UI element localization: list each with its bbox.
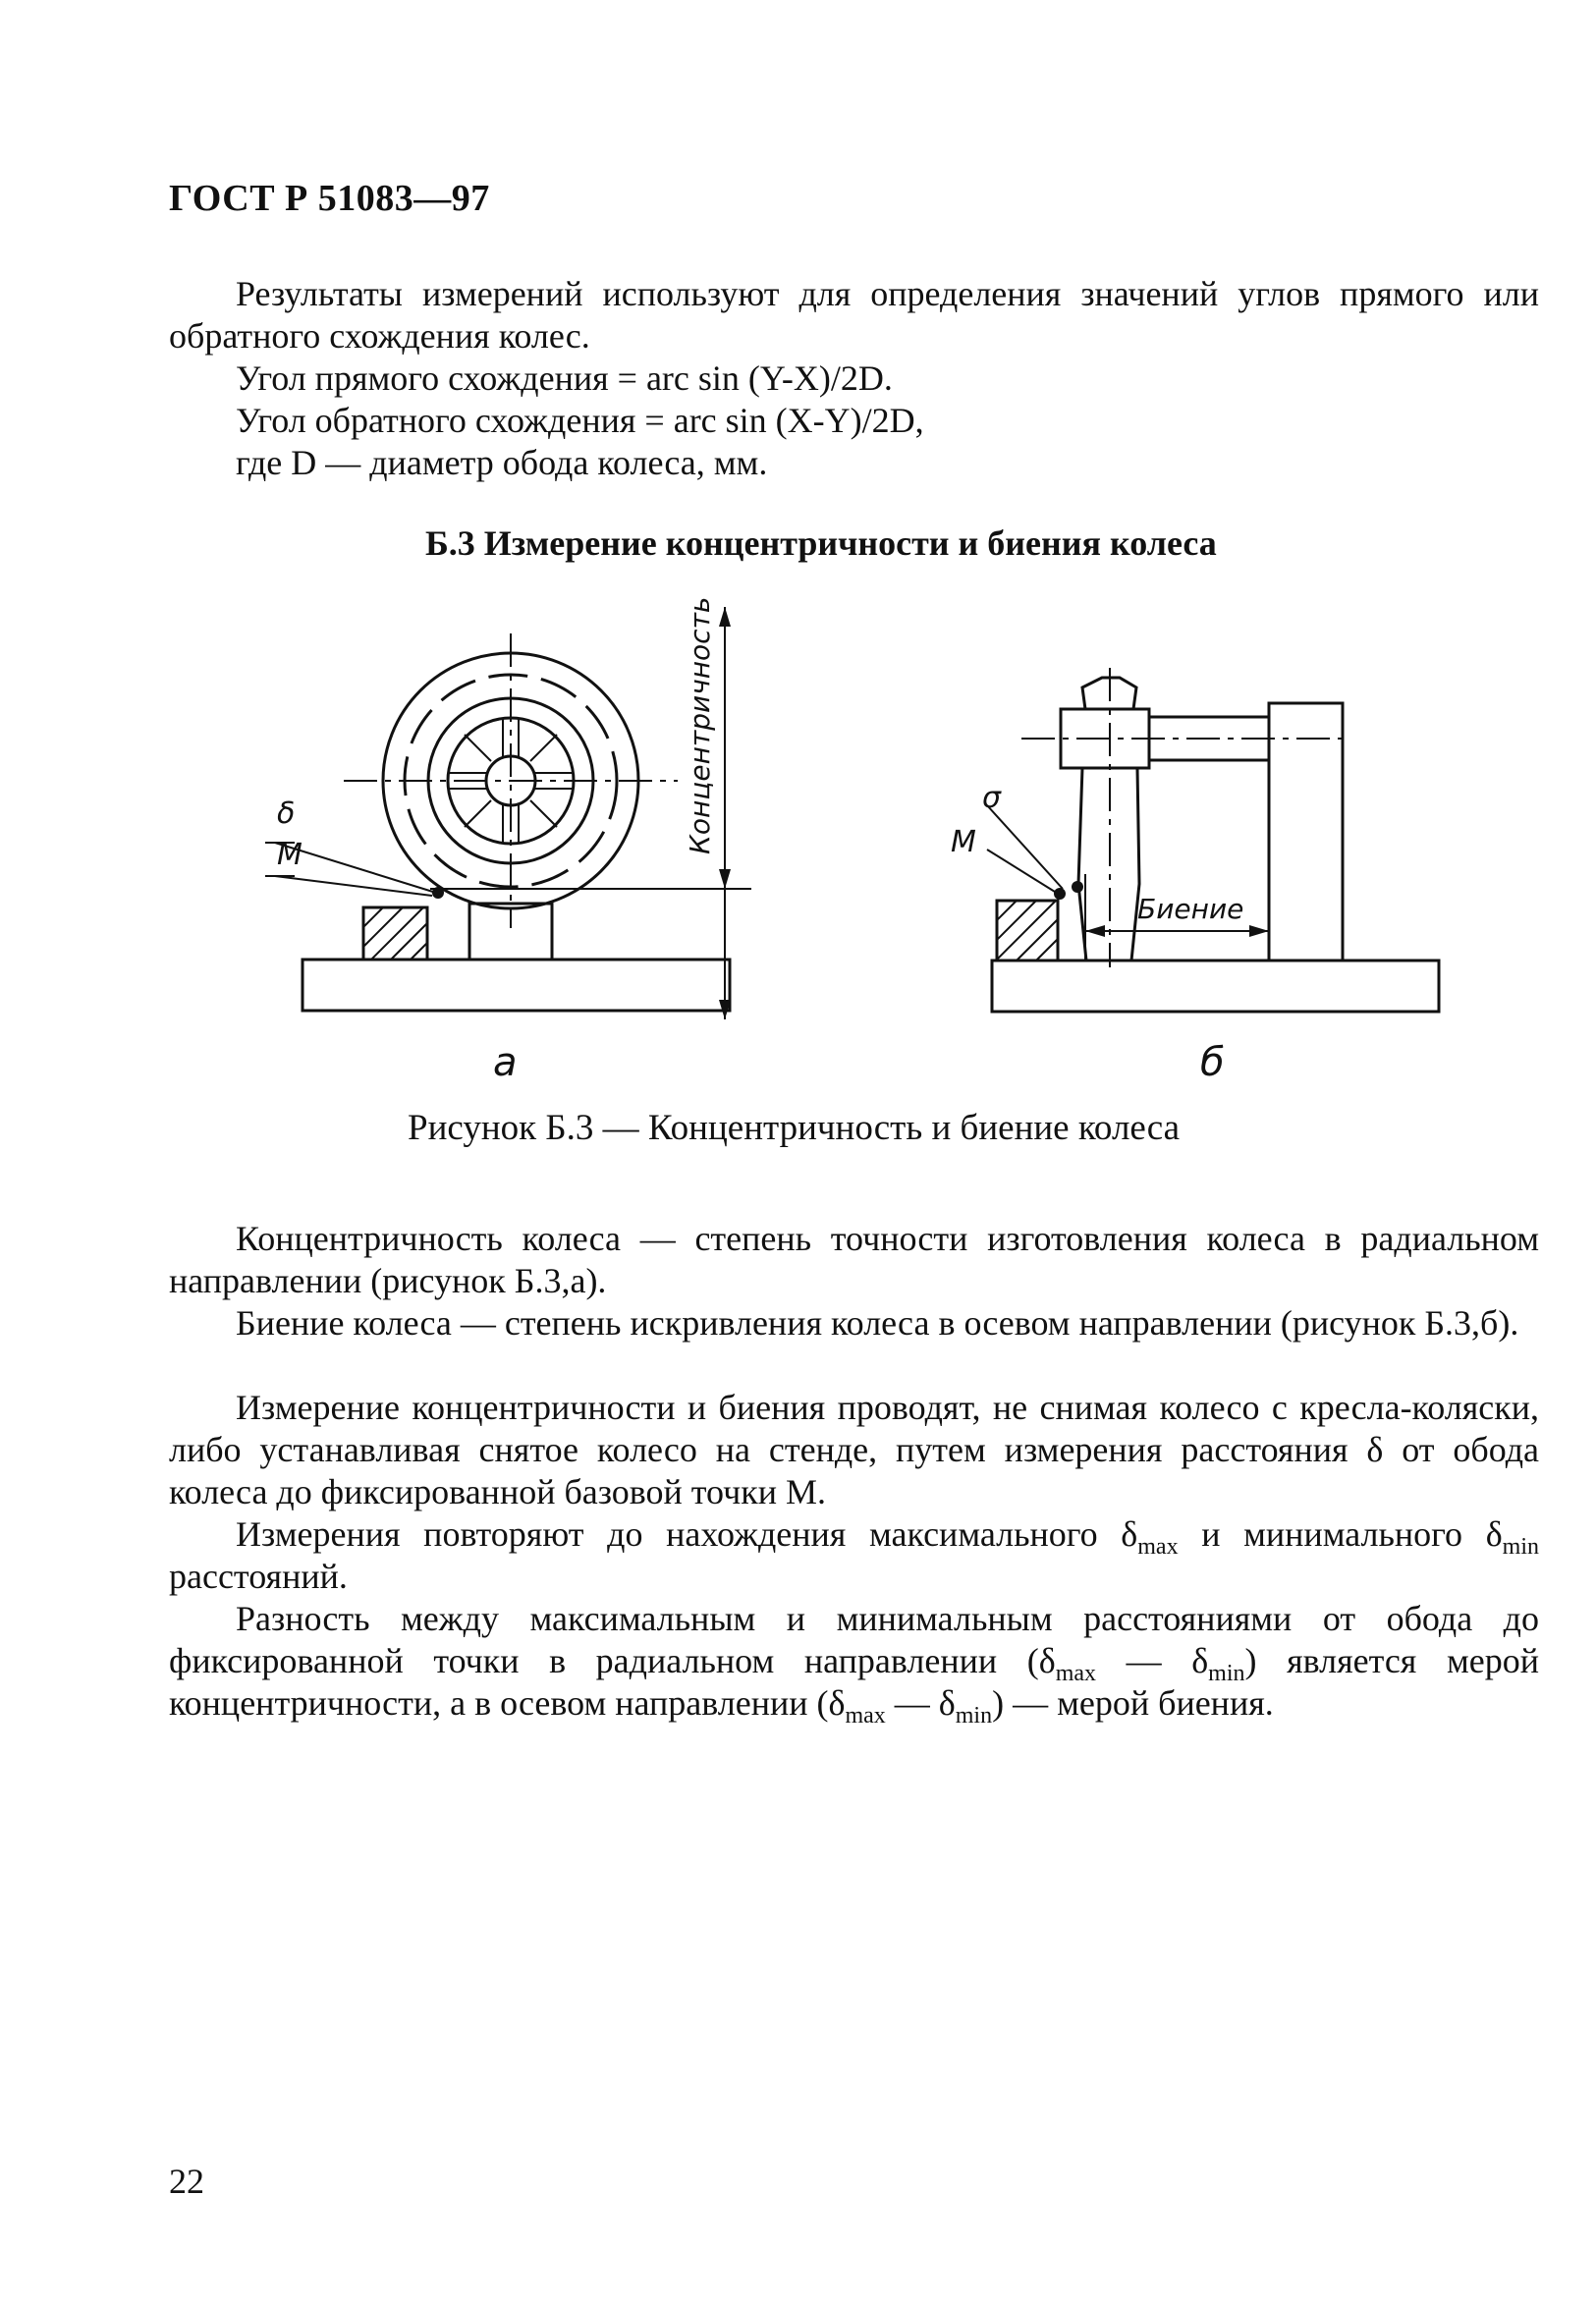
p5-sub-1: max (1055, 1661, 1097, 1687)
figure-b-arrow-right (1249, 925, 1269, 937)
figure-a-point-m (432, 887, 444, 899)
formula-where: где D — диаметр обода колеса, мм. (236, 443, 768, 482)
figure-a-leader-m (275, 876, 432, 896)
figure-b-label-sigma: σ (982, 781, 1002, 815)
document-header: ГОСТ Р 51083—97 (169, 178, 490, 219)
p5-text-b: — δ (1096, 1641, 1209, 1680)
p4-text-a: Измерения повторяют до нахождения максимального δ (236, 1514, 1138, 1554)
figure-a-drawing (265, 607, 751, 1019)
figure-b-leader-sigma (987, 805, 1063, 889)
figure-b-point-m (1054, 888, 1066, 900)
p5-text-e: ) — мерой биения. (992, 1683, 1274, 1723)
figure-b-sublabel: б (1200, 1040, 1225, 1085)
figure-b-drawing (987, 668, 1439, 1012)
figure-b-arrow-left (1085, 925, 1105, 937)
body-paragraph-1: Концентричность колеса — степень точности изготовления колеса в радиальном направлении (рисунок Б.3,а). (169, 1219, 1539, 1300)
intro-paragraph: Результаты измерений используют для определения значений углов прямого или обратного схождения колес. (169, 274, 1539, 356)
p5-text-c: ) является мерой концентричности, а в осевом направлении (δ (169, 1641, 1539, 1723)
figure-b-post (1269, 703, 1343, 960)
figure-b-leader-m (987, 850, 1055, 892)
body-paragraph-3: Измерение концентричности и биения проводят, не снимая колесо с кресла-коляски, либо устанавливая снятое колесо на стенде, путем измерения расстояния δ от обода колеса до фиксированной базовой точки М. (169, 1388, 1539, 1511)
p5-sub-3: max (845, 1703, 886, 1729)
body-paragraph-4 (169, 1513, 1539, 1598)
body-paragraph-5 (169, 1598, 1539, 1729)
body-paragraph-2: Биение колеса — степень искривления колеса в осевом направлении (рисунок Б.3,б). (236, 1303, 1519, 1343)
figure-a-block-hatch (363, 907, 427, 960)
figure-a-arrow-top (719, 607, 731, 627)
figure-a-label-delta: δ (277, 796, 296, 831)
p4-sub-min: min (1502, 1534, 1539, 1561)
figure-b3 (255, 579, 1463, 1090)
p5-text-a: Разность между максимальным и минимальным расстояниями от обода до фиксированной точки в радиальном направлении (δ (169, 1599, 1539, 1680)
p5-sub-2: min (1208, 1661, 1245, 1687)
figure-a-base (303, 960, 730, 1011)
figure-b-label-m: М (951, 825, 976, 859)
formula-reverse: Угол обратного схождения = arc sin (X-Y)/2D, (236, 401, 924, 440)
formula-direct: Угол прямого схождения = arc sin (Y-X)/2D. (236, 358, 893, 398)
figure-b-block-hatch (997, 901, 1058, 960)
p5-sub-4: min (955, 1703, 993, 1729)
figure-a-arrow-mid (719, 869, 731, 889)
figure-a-label-m: М (277, 838, 303, 872)
figure-b-label-runout: Биение (1137, 893, 1244, 925)
p4-text-b: и минимального δ (1178, 1514, 1503, 1554)
page-number: 22 (169, 2162, 204, 2201)
figure-caption: Рисунок Б.3 — Концентричность и биение колеса (408, 1108, 1181, 1148)
p5-text-d: — δ (885, 1683, 956, 1723)
p4-text-c: расстояний. (169, 1557, 348, 1596)
figure-a-label-vertical: Концентричность (684, 596, 716, 854)
p4-sub-max: max (1137, 1534, 1179, 1561)
figure-a-sublabel: а (493, 1040, 518, 1085)
section-title: Б.3 Измерение концентричности и биения колеса (425, 523, 1217, 563)
figure-b-point (1072, 881, 1083, 893)
figure-b-base (992, 960, 1439, 1012)
